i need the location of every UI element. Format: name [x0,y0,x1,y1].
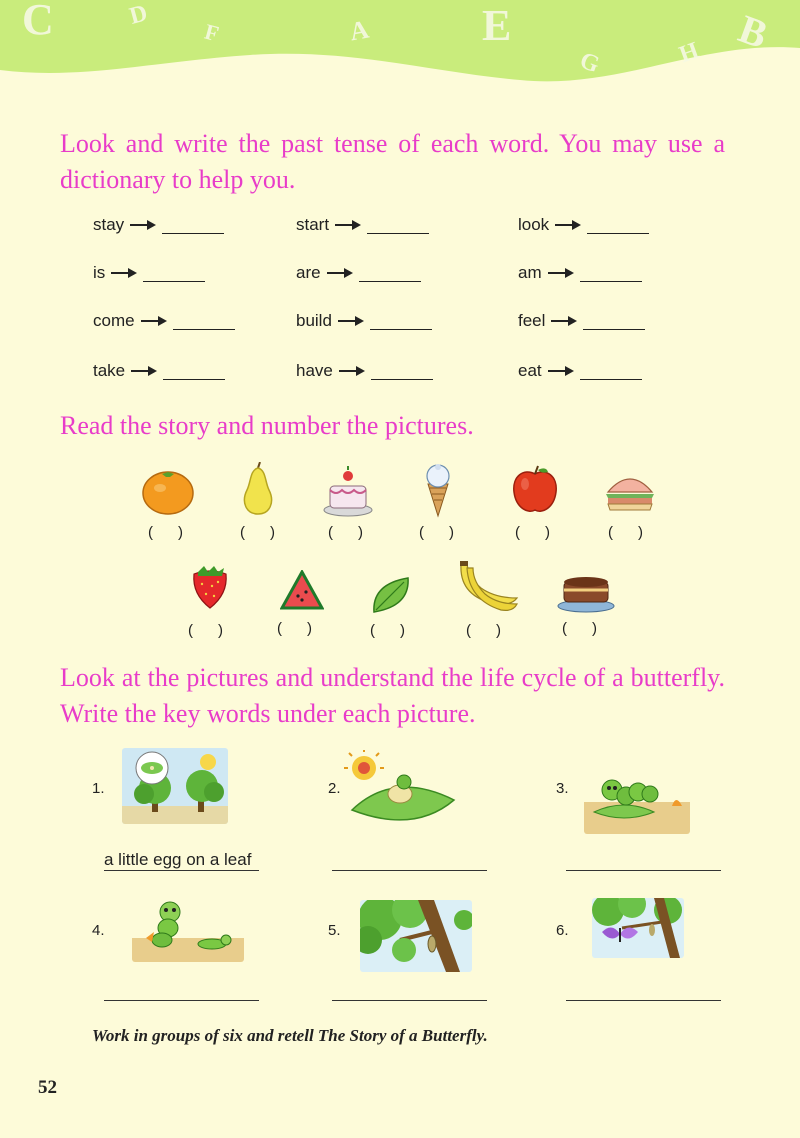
answer-blank[interactable] [359,265,421,282]
answer-blank[interactable] [367,217,429,234]
header-letter: B [733,5,774,58]
answer-paren[interactable]: ( ) [188,622,223,639]
apple-icon [510,464,560,516]
ice-cream-icon [420,462,456,518]
answer-line[interactable] [332,870,487,871]
group-task: Work in groups of six and retell The Story of a Butterfly. [92,1026,488,1045]
arrow-icon [339,365,365,377]
answer-paren[interactable]: ( ) [328,524,363,541]
header-letter: A [347,14,372,47]
watermelon-icon [280,570,324,612]
answer-line[interactable] [104,1000,259,1001]
arrow-icon [131,365,157,377]
egg-on-leaf-picture [122,748,228,824]
header-letter: E [482,1,512,50]
answer-blank[interactable] [173,313,235,330]
answer-line[interactable] [104,870,259,871]
header-letter: C [22,0,54,44]
answer-line[interactable] [566,870,721,871]
answer-blank[interactable] [583,313,645,330]
leaf-icon [370,574,412,616]
arrow-icon [548,267,574,279]
word-label: look [518,215,550,234]
word-item [93,311,235,331]
answer-blank[interactable] [163,363,225,380]
answer-paren[interactable]: ( ) [370,622,405,639]
word-label: take [93,361,126,380]
word-label: stay [93,215,125,234]
header-letter: F [202,18,222,47]
word-label: am [518,263,542,282]
cupcake-icon [556,570,616,614]
arrow-icon [555,219,581,231]
word-item [296,311,432,331]
item-number: 3. [556,780,569,797]
answer-blank[interactable] [143,265,205,282]
item-number: 2. [328,780,341,797]
answer-paren[interactable]: ( ) [466,622,501,639]
word-label: build [296,311,332,330]
item-number: 4. [92,922,105,939]
answer-blank[interactable] [587,217,649,234]
answer-paren[interactable]: ( ) [419,524,454,541]
section2-instruction: Read the story and number the pictures. [60,411,474,440]
caterpillar-hatching-picture [344,750,456,834]
answer-line[interactable] [332,1000,487,1001]
section3-instruction: Look at the pictures and understand the life cycle of a butterfly. Write the key words under each picture. [60,663,725,728]
answer-paren[interactable]: ( ) [148,524,183,541]
word-item [296,263,421,283]
word-label: start [296,215,330,234]
item-answer: a little egg on a leaf [104,850,252,869]
answer-blank[interactable] [370,313,432,330]
chrysalis-picture [360,900,472,972]
arrow-icon [130,219,156,231]
answer-blank[interactable] [162,217,224,234]
word-item [518,311,645,331]
arrow-icon [141,315,167,327]
butterfly-emerging-picture [592,898,684,958]
header-letter: D [126,0,151,30]
answer-paren[interactable]: ( ) [608,524,643,541]
strawberry-icon [188,564,232,610]
word-item [93,361,225,381]
word-label: are [296,263,321,282]
word-item [518,215,649,235]
item-number: 1. [92,780,105,797]
cake-icon [322,464,374,518]
section1-instruction: Look and write the past tense of each word. You may use a dictionary to help you. [60,129,725,194]
arrow-icon [548,365,574,377]
word-label: have [296,361,333,380]
answer-paren[interactable]: ( ) [240,524,275,541]
word-label: feel [518,311,546,330]
word-label: come [93,311,135,330]
header-letter: H [675,37,703,69]
answer-blank[interactable] [580,265,642,282]
word-item [518,361,642,381]
arrow-icon [335,219,361,231]
answer-blank[interactable] [580,363,642,380]
word-label: is [93,263,106,282]
page-number: 52 [38,1077,57,1098]
word-item [93,215,224,235]
answer-blank[interactable] [371,363,433,380]
banana-icon [455,560,521,614]
arrow-icon [551,315,577,327]
answer-line[interactable] [566,1000,721,1001]
word-item [518,263,642,283]
item-number: 6. [556,922,569,939]
arrow-icon [338,315,364,327]
item-number: 5. [328,922,341,939]
header-letter: G [576,47,603,79]
sandwich-icon [602,470,658,514]
answer-paren[interactable]: ( ) [277,620,312,637]
word-item [93,263,205,283]
orange-icon [140,466,196,516]
caterpillar-eating-picture [584,762,690,834]
caterpillar-growing-picture [132,898,244,962]
answer-paren[interactable]: ( ) [515,524,550,541]
word-label: eat [518,361,542,380]
arrow-icon [327,267,353,279]
word-item [296,215,429,235]
pear-icon [238,462,278,516]
word-item [296,361,433,381]
arrow-icon [111,267,137,279]
answer-paren[interactable]: ( ) [562,620,597,637]
